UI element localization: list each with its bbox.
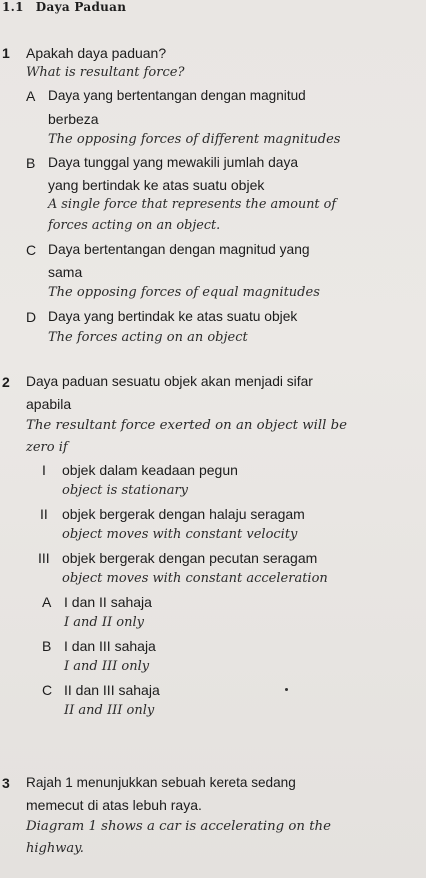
q1-option-c-en: The opposing forces of equal magnitudes xyxy=(48,285,320,300)
q1-option-c-ms: Daya bertentangan dengan magnitud yang xyxy=(48,242,310,257)
section-number: 1.1 xyxy=(2,0,24,14)
q2-number: 2 xyxy=(2,374,10,390)
q1-option-b-ms: Daya tunggal yang mewakili jumlah daya xyxy=(48,155,299,170)
q2-question-ms: Daya paduan sesuatu objek akan menjadi sifar xyxy=(26,374,313,389)
q2-question-en: The resultant force exerted on an object will be xyxy=(26,418,347,433)
q3-number: 3 xyxy=(2,775,10,791)
section-heading xyxy=(2,0,126,14)
q1-question-ms: Apakah daya paduan? xyxy=(26,45,167,61)
section-title: Daya Paduan xyxy=(35,0,127,14)
q1-option-a-ms: Daya yang bertentangan dengan magnitud xyxy=(48,88,306,103)
q3-question-ms: Rajah 1 menunjukkan sebuah kereta sedang xyxy=(26,775,296,790)
q3-question-en: Diagram 1 shows a car is accelerating on the xyxy=(26,819,331,834)
q1-question-en: What is resultant force? xyxy=(26,65,185,80)
q1-option-a-en: The opposing forces of different magnitudes xyxy=(48,132,341,147)
stray-dot xyxy=(285,688,288,691)
textbook-page: 1.1 Daya Paduan 1 Apakah daya paduan? What is resultant force? A Daya yang bertentangan dengan magnitud berbeza The opposing forces of different magnitudes B Daya tunggal yang mewakili jumlah daya yang bertindak ke atas suatu objek A single force that represents the amount of forces acting on an object. C Daya bertentangan dengan magnitud yang sama The opposing forces of equal magnitudes D Daya yang bertindak ke atas suatu objek The forces acting on an object 2 Daya paduan sesuatu objek akan menjadi sifar apabila The resultant force exerted on an object will be zero if I objek dalam keadaan pegun object is stationary II objek bergerak dengan halaju seragam object moves with constant velocity III objek bergerak dengan pecutan seragam object moves with constant acceleration A I dan II sahaja I and II only B I dan III sahaja I and III only C II dan III sahaja II and III only 3 Rajah 1 menunjukkan sebuah kereta sedang memecut di atas lebuh raya. Diagram 1 shows a car is accelerating on the highway. xyxy=(2,0,347,856)
q1-option-d-ms: Daya yang bertindak ke atas suatu objek xyxy=(48,309,298,324)
q1-option-d-en: The forces acting on an object xyxy=(48,330,248,345)
q1-number: 1 xyxy=(2,45,10,61)
q1-option-b-en: A single force that represents the amount of xyxy=(48,197,337,212)
